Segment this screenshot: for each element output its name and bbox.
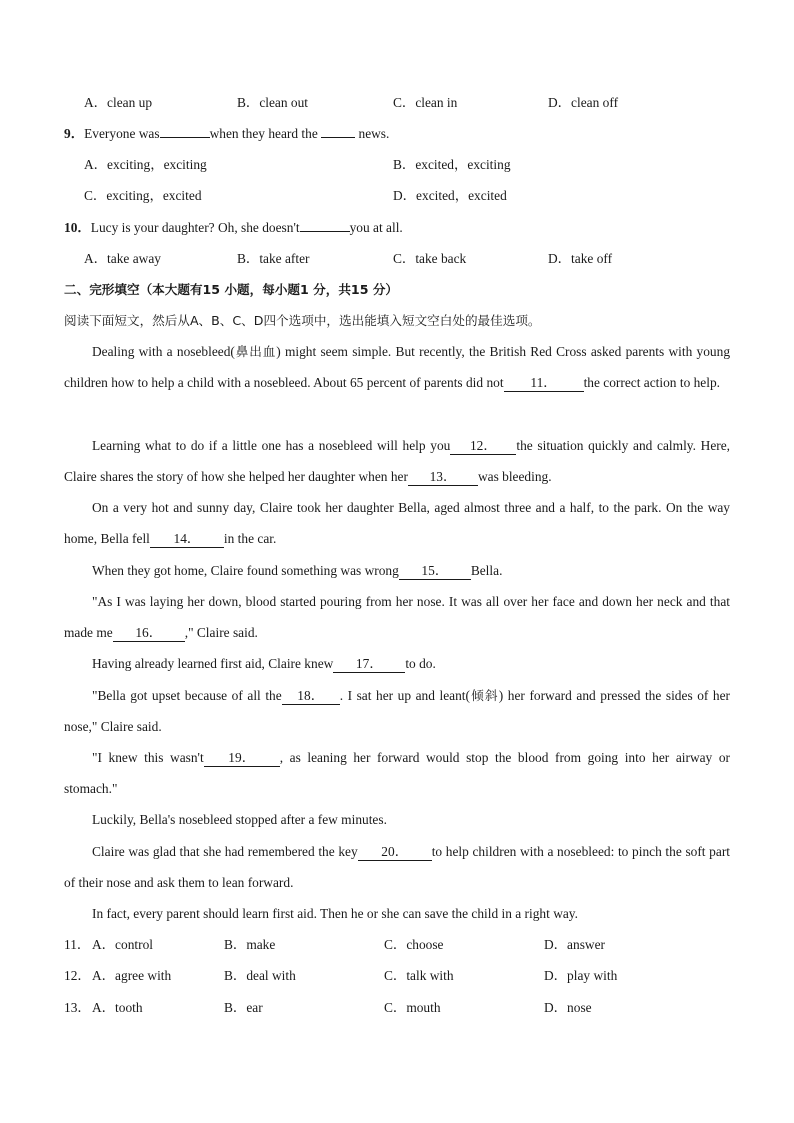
q10-blank	[300, 231, 350, 232]
q12-option-a: A．agree with	[92, 968, 172, 983]
q10-text-pre: Lucy is your daughter? Oh, she doesn't	[90, 220, 300, 235]
q10-text-post: you at all.	[349, 220, 403, 235]
q9-option-a: A．exciting，exciting	[84, 157, 207, 172]
blank-11: 11．	[504, 375, 584, 392]
q11-number: 11．	[64, 937, 91, 952]
passage-paragraph-9: Luckily, Bella's nosebleed stopped after a few minutes.	[92, 812, 387, 827]
q9-blank-1	[160, 137, 210, 138]
passage-paragraph-11: In fact, every parent should learn first aid. Then he or she can save the child in a right way.	[92, 906, 578, 921]
q12-option-b: B．deal with	[224, 968, 296, 983]
passage-text-cn: 鼻出血	[234, 344, 277, 359]
blank-16: 16．	[113, 625, 185, 642]
q11-option-a: A．control	[92, 937, 153, 952]
q13-option-a: A．tooth	[92, 1000, 143, 1015]
q8-option-a: A．clean up	[84, 95, 153, 110]
blank-14: 14．	[150, 531, 224, 548]
q9-text-pre: Everyone was	[84, 126, 160, 141]
passage-text: Learning what to do if a little one has a nosebleed will help you	[92, 438, 451, 453]
blank-13: 13．	[408, 469, 478, 486]
q12-option-c: C．talk with	[384, 968, 454, 983]
q10-number: 10．	[64, 220, 91, 235]
passage-text: the correct action to help.	[583, 375, 721, 391]
passage-text: the situation quickly and calmly. Here, Claire shares the story of how she helped her daughter when her	[64, 438, 731, 485]
q9-number: 9．	[64, 126, 85, 141]
passage-paragraph-2	[64, 430, 730, 492]
q9-option-c: C．exciting，excited	[84, 188, 202, 203]
passage-text: "I knew this wasn't	[92, 750, 204, 765]
q13-option-d: D．nose	[544, 1000, 592, 1015]
q10-option-d: D．take off	[548, 251, 613, 266]
blank-19: 19．	[204, 750, 280, 767]
q13-options	[64, 997, 730, 1019]
q10-stem	[64, 217, 730, 239]
passage-text-cn: 倾斜	[469, 688, 499, 703]
passage-paragraph-7	[64, 680, 730, 742]
passage-paragraph-1	[64, 336, 730, 398]
passage-paragraph-6	[64, 648, 730, 679]
passage-paragraph-10	[64, 836, 730, 898]
q12-option-d: D．play with	[544, 968, 618, 983]
q9-option-d: D．excited，excited	[393, 188, 507, 203]
q10-option-a: A．take away	[84, 251, 161, 266]
passage-paragraph-5	[64, 586, 730, 648]
section-heading: 二、完形填空（本大题有15 小题，每小题1 分，共15 分）	[64, 282, 399, 297]
q13-option-b: B．ear	[224, 1000, 263, 1015]
passage-text: to do.	[405, 656, 436, 671]
blank-15: 15．	[399, 563, 471, 580]
q12-options	[64, 965, 730, 987]
q13-option-c: C．mouth	[384, 1000, 441, 1015]
q11-option-d: D．answer	[544, 937, 605, 952]
blank-12: 12．	[450, 438, 516, 455]
blank-17: 17．	[333, 656, 405, 673]
passage-text: Having already learned first aid, Claire knew	[92, 656, 334, 671]
q9-blank-2	[321, 137, 355, 138]
q10-option-b: B．take after	[237, 251, 310, 266]
q13-number: 13．	[64, 1000, 91, 1015]
passage-paragraph-8	[64, 742, 730, 804]
passage-paragraph-4	[64, 555, 730, 586]
q8-option-c: C．clean in	[393, 95, 458, 110]
q11-options	[64, 934, 730, 956]
section-instruction: 阅读下面短文，然后从A、B、C、D四个选项中，选出能填入短文空白处的最佳选项。	[64, 313, 541, 328]
passage-text: ," Claire said.	[184, 625, 258, 641]
q10-option-c: C．take back	[393, 251, 467, 266]
passage-text: On a very hot and sunny day, Claire took her daughter Bella, aged almost three and a half, to the park. On the way home, Bella fell	[64, 500, 730, 547]
passage-text: When they got home, Claire found something was wrong	[92, 563, 399, 578]
q10-options	[64, 248, 730, 270]
q12-number: 12．	[64, 968, 91, 983]
passage-text: to help children with a nosebleed: to pinch the soft part of their nose and ask them to lean forward.	[64, 844, 730, 891]
passage-text: , as leaning her forward would stop the blood from going into her airway or stomach."	[64, 750, 730, 797]
passage-text: "As I was laying her down, blood started pouring from her nose. It was all over her face and down her neck and that made me	[64, 594, 730, 641]
q11-option-c: C．choose	[384, 937, 444, 952]
q8-options	[64, 92, 730, 114]
passage-text: ) might seem simple. But recently, the British Red Cross asked parents with young children how to help a child with a nosebleed. About 65 percent of parents did not	[64, 344, 731, 391]
q9-text-mid: when they heard the	[209, 126, 318, 141]
passage-text: in the car.	[223, 531, 277, 547]
q8-option-b: B．clean out	[237, 95, 309, 110]
blank-20: 20．	[358, 844, 432, 861]
q8-option-d: D．clean off	[548, 95, 619, 110]
blank-18: 18．	[282, 688, 340, 705]
passage-text: Bella.	[470, 563, 503, 578]
passage-text: Claire was glad that she had remembered the key	[92, 844, 358, 859]
q11-option-b: B．make	[224, 937, 276, 952]
passage-text: . I sat her up and leant(	[339, 688, 470, 703]
q9-option-b: B．excited，exciting	[393, 157, 511, 172]
q9-options-row2	[64, 185, 730, 207]
q9-text-post: news.	[358, 126, 390, 141]
passage-text: Dealing with a nosebleed(	[92, 344, 235, 359]
passage-paragraph-3	[64, 492, 730, 554]
passage-text: "Bella got upset because of all the	[92, 688, 282, 703]
passage-text: ) her forward and pressed the sides of her nose," Claire said.	[64, 688, 731, 735]
q9-stem	[64, 123, 730, 145]
passage-text: was bleeding.	[477, 469, 552, 485]
q9-options-row1	[64, 154, 730, 176]
